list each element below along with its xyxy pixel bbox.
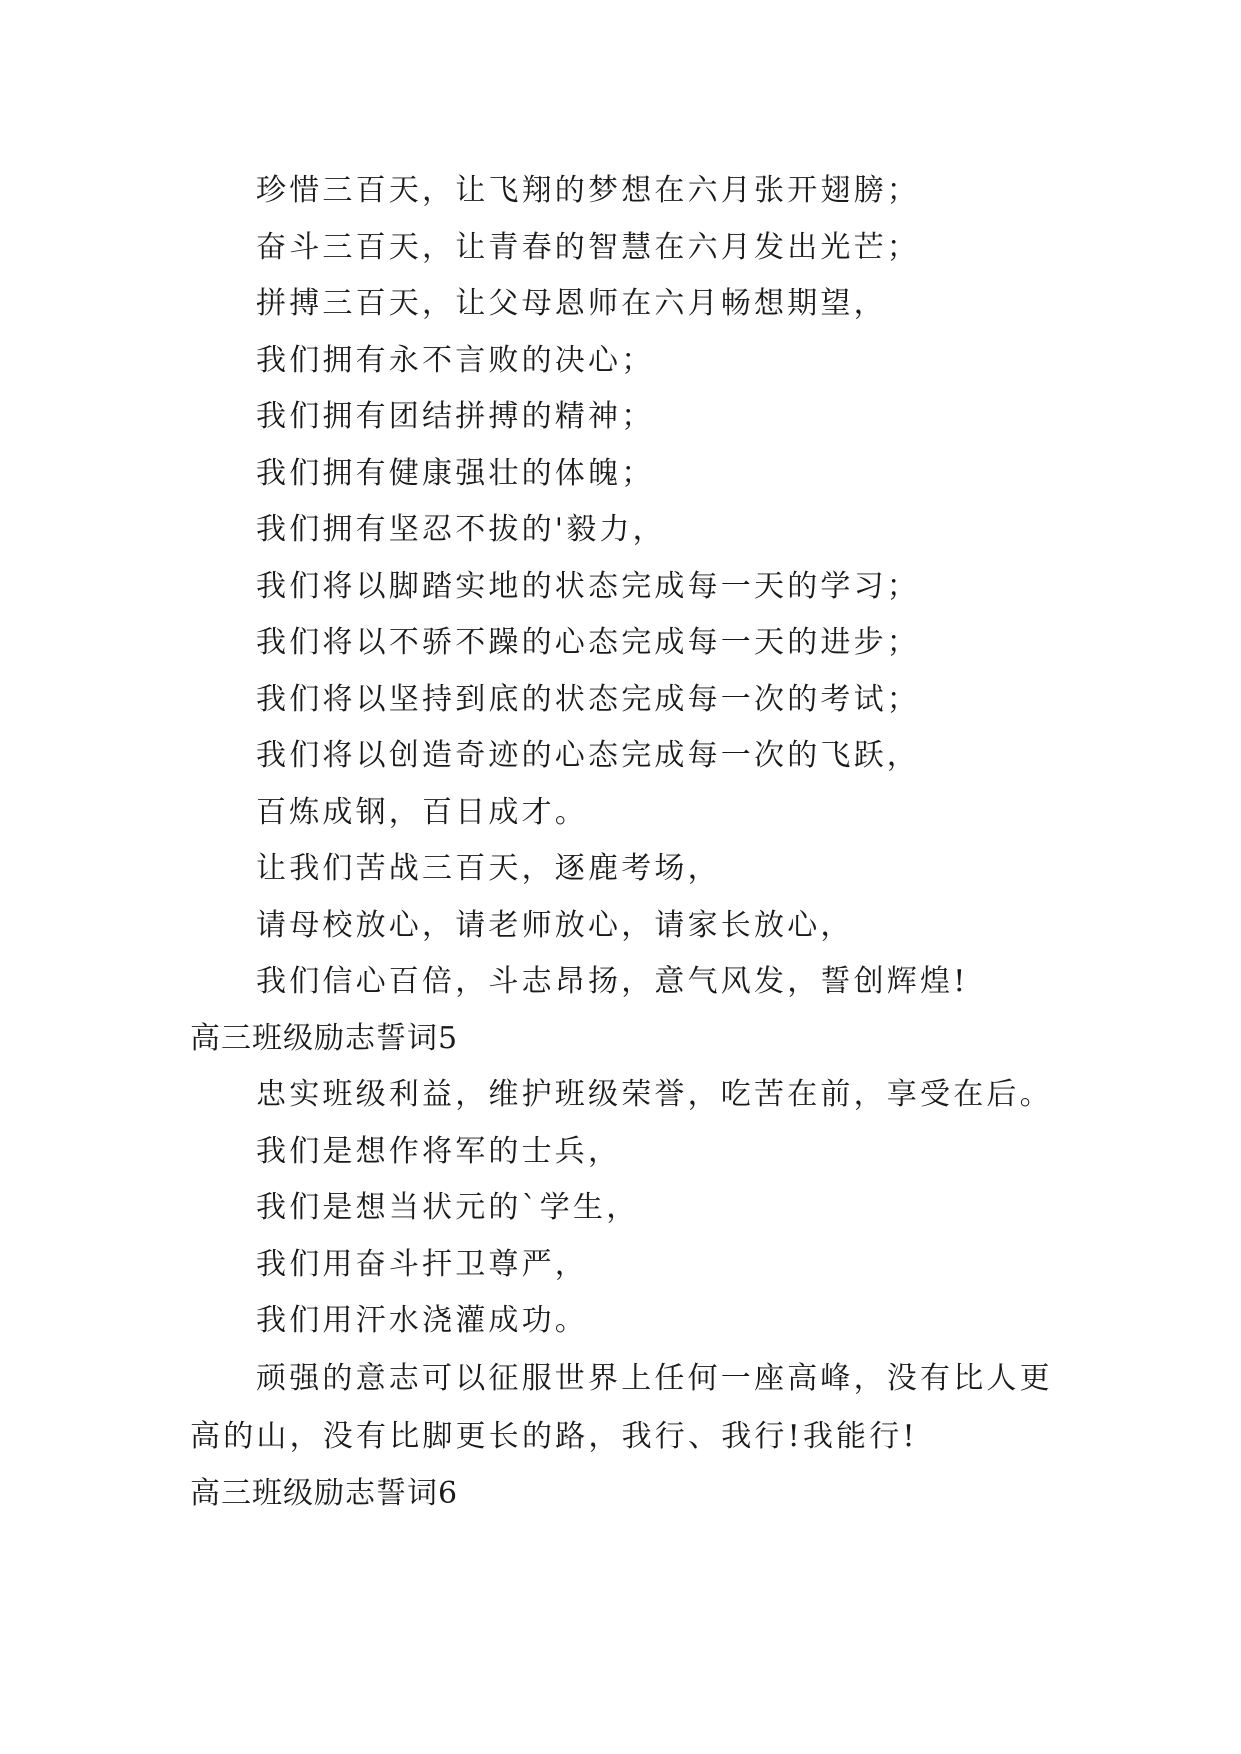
section-heading: 高三班级励志誓词5 bbox=[190, 1020, 459, 1056]
body-line: 拼搏三百天，让父母恩师在六月畅想期望， bbox=[256, 286, 887, 321]
body-line: 我们拥有永不言败的决心； bbox=[256, 342, 655, 378]
body-line: 让我们苦战三百天，逐鹿考场， bbox=[256, 851, 721, 886]
body-line: 我们拥有团结拼搏的精神； bbox=[256, 399, 655, 434]
body-line: 百炼成钢，百日成才。 bbox=[256, 794, 588, 830]
body-line: 我们将以创造奇迹的心态完成每一次的飞跃， bbox=[256, 738, 920, 773]
body-line: 我们将以不骄不躁的心态完成每一天的进步； bbox=[256, 625, 920, 660]
body-line: 我们用汗水浇灌成功。 bbox=[256, 1303, 588, 1338]
body-line: 我们将以坚持到底的状态完成每一次的考试； bbox=[256, 681, 920, 717]
body-line: 我们拥有健康强壮的体魄； bbox=[256, 455, 655, 491]
body-line: 奋斗三百天，让青春的智慧在六月发出光芒； bbox=[256, 229, 920, 265]
body-line: 请母校放心，请老师放心，请家长放心， bbox=[256, 907, 854, 943]
body-line: 珍惜三百天，让飞翔的梦想在六月张开翅膀； bbox=[256, 173, 920, 208]
body-line: 我们拥有坚忍不拔的'毅力， bbox=[256, 512, 666, 547]
body-line: 我们用奋斗扞卫尊严， bbox=[256, 1246, 588, 1282]
body-paragraph: 顽强的意志可以征服世界上任何一座高峰，没有比人更高的山，没有比脚更长的路，我行、我行!我能行! bbox=[190, 1360, 1053, 1454]
document-body bbox=[190, 163, 1090, 1522]
body-line: 忠实班级利益，维护班级荣誉，吃苦在前，享受在后。 bbox=[256, 1077, 1053, 1112]
body-line: 我们是想当状元的`学生， bbox=[256, 1190, 640, 1225]
body-line: 我们是想作将军的士兵， bbox=[256, 1133, 622, 1169]
body-line: 我们信心百倍，斗志昂扬，意气风发，誓创辉煌! bbox=[256, 964, 969, 999]
body-line: 我们将以脚踏实地的状态完成每一天的学习； bbox=[256, 568, 920, 604]
section-heading: 高三班级励志誓词6 bbox=[190, 1475, 459, 1511]
